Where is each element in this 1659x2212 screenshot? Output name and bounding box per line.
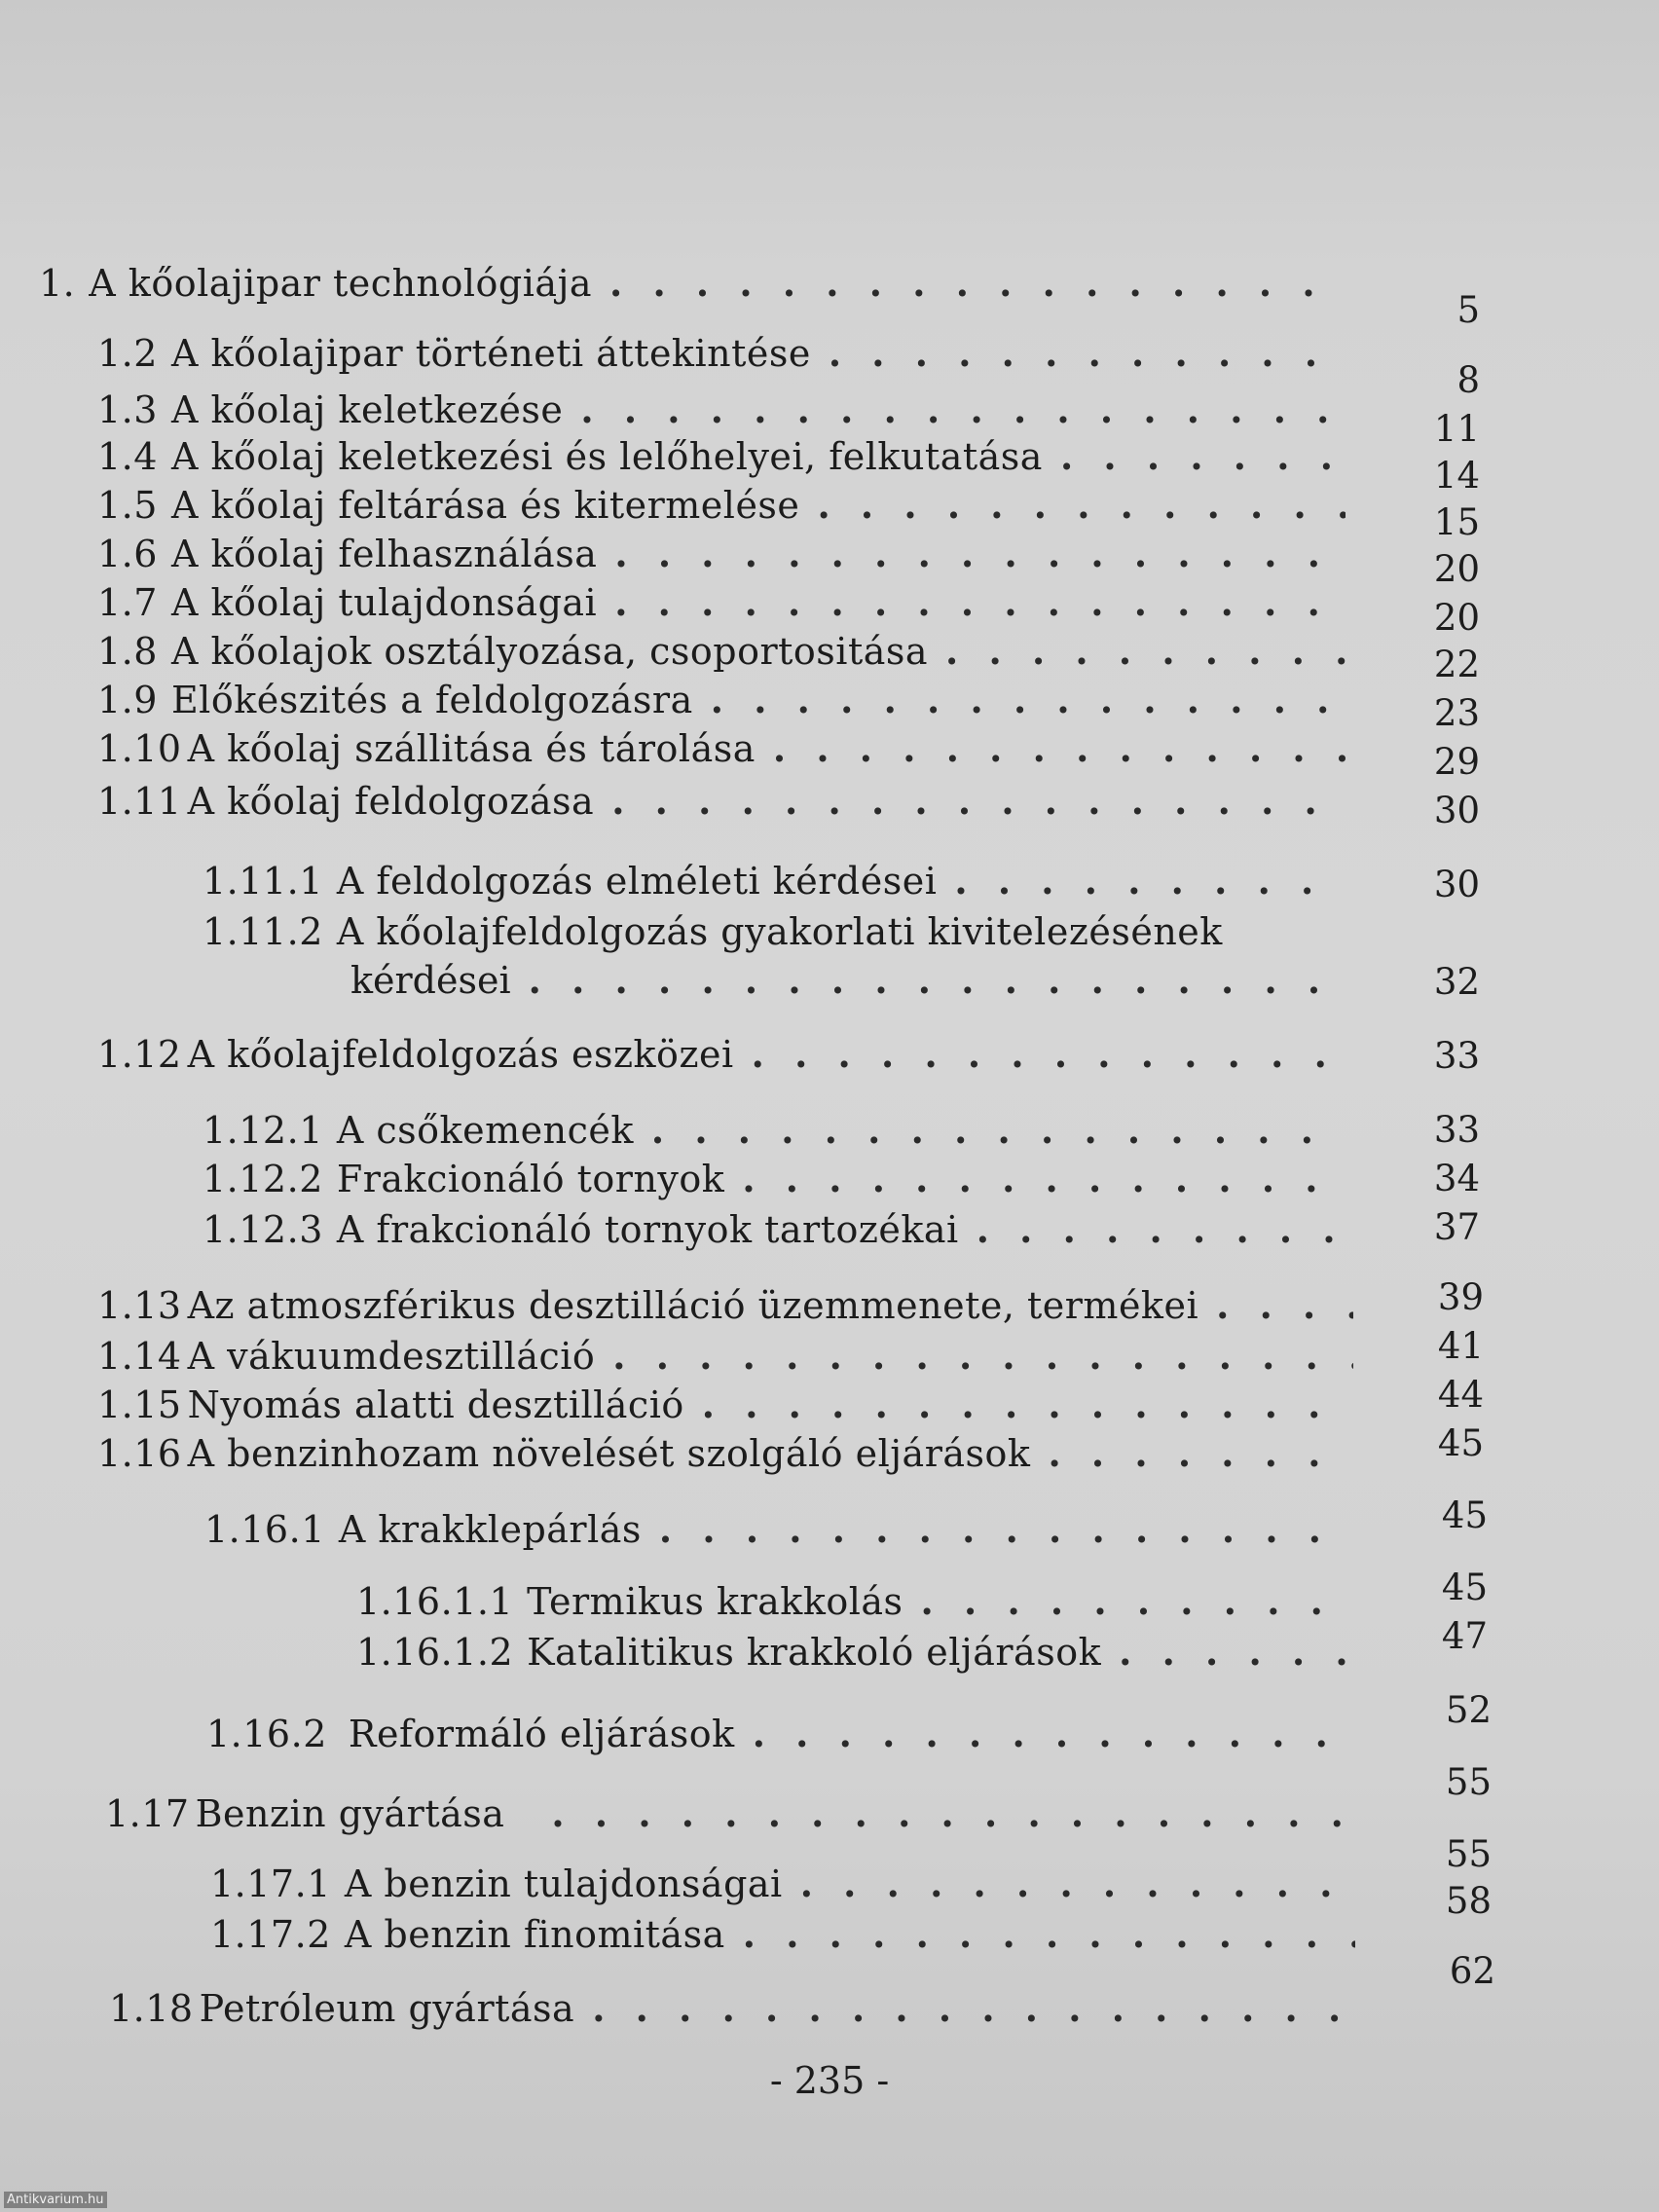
dot-leader — [1060, 434, 1346, 479]
toc-page-number: 58 — [1445, 1880, 1492, 1922]
dot-leader — [611, 779, 1346, 824]
toc-title: Előkészités a feldolgozásra — [170, 679, 693, 721]
toc-number: 1.7 — [97, 581, 158, 624]
toc-entry-1-11-2 — [203, 909, 1355, 954]
toc-entry-1-16-2 — [206, 1712, 1365, 1756]
toc-number: 1.6 — [97, 533, 158, 575]
toc-entry-1-16-1 — [204, 1507, 1363, 1552]
toc-title: A benzin tulajdonságai — [344, 1862, 783, 1905]
toc-page-number: 39 — [1437, 1276, 1484, 1318]
toc-title: A kőolaj felhasználása — [170, 533, 598, 575]
toc-number: 1.12.2 — [203, 1158, 323, 1200]
toc-title: Az atmoszférikus desztilláció üzemmenete, termékei — [187, 1284, 1199, 1327]
toc-title: A kőolaj feltárása és kitermelése — [170, 484, 800, 527]
toc-page-number: 45 — [1437, 1422, 1484, 1464]
toc-title: A csőkemencék — [336, 1109, 634, 1152]
toc-entry-1-11 — [97, 779, 1355, 824]
toc-title: A feldolgozás elméleti kérdései — [336, 860, 938, 903]
dot-leader — [829, 331, 1346, 376]
toc-number: 1. — [39, 262, 76, 305]
toc-number: 1.16 — [97, 1432, 182, 1475]
toc-page-number: 30 — [1433, 790, 1480, 831]
toc-entry-1-11-2-continuation — [350, 958, 1355, 1003]
toc-entry-1-10 — [97, 726, 1355, 771]
toc-number: 1.11.1 — [203, 860, 323, 903]
toc-page-number: 55 — [1445, 1833, 1492, 1875]
dot-leader — [711, 678, 1346, 722]
toc-title: A benzin finomitása — [344, 1913, 725, 1956]
toc-title: A kőolaj keletkezése — [170, 388, 564, 431]
toc-title: Reformáló eljárások — [348, 1713, 735, 1755]
toc-title: A kőolajipar történeti áttekintése — [170, 332, 811, 375]
toc-page-number: 22 — [1433, 644, 1480, 685]
toc-number: 1.17.1 — [210, 1862, 331, 1905]
dot-leader — [702, 1382, 1353, 1427]
toc-number: 1.17.2 — [210, 1913, 331, 1956]
dot-leader — [977, 1207, 1346, 1252]
toc-page-number: 15 — [1433, 501, 1480, 543]
toc-title: Katalitikus krakkoló eljárások — [527, 1631, 1102, 1674]
toc-page-number: 45 — [1441, 1494, 1488, 1536]
toc-number: 1.15 — [97, 1383, 182, 1426]
watermark: Antikvarium.hu — [4, 2192, 107, 2208]
toc-entry-1-5 — [97, 483, 1355, 528]
toc-title: Frakcionáló tornyok — [336, 1158, 725, 1200]
toc-entry-1-12-2 — [203, 1157, 1355, 1201]
toc-page-number: 5 — [1456, 289, 1480, 331]
toc-page-number: 47 — [1441, 1615, 1488, 1657]
toc-title: A kőolaj keletkezési és lelőhelyei, felkutatása — [170, 435, 1043, 478]
dot-leader — [614, 532, 1346, 576]
dot-leader — [742, 1157, 1346, 1201]
toc-number: 1.12.1 — [203, 1109, 323, 1152]
toc-number: 1.10 — [97, 727, 182, 770]
toc-entry-1 — [39, 261, 1355, 306]
toc-number: 1.17 — [105, 1792, 190, 1835]
toc-page-number: 8 — [1456, 359, 1480, 401]
toc-page-number: 11 — [1433, 408, 1480, 450]
toc-number: 1.12 — [97, 1033, 182, 1076]
toc-title: A kőolajfeldolgozás eszközei — [187, 1033, 734, 1076]
toc-number: 1.13 — [97, 1284, 182, 1327]
toc-number: 1.8 — [97, 630, 158, 673]
toc-number: 1.16.1.2 — [356, 1631, 514, 1674]
dot-leader — [659, 1507, 1353, 1552]
toc-title: Nyomás alatti desztilláció — [187, 1383, 684, 1426]
footer-page-number: - 235 - — [769, 2059, 890, 2102]
toc-page-number: 37 — [1433, 1206, 1480, 1248]
toc-title: A vákuumdesztilláció — [187, 1335, 596, 1378]
toc-entry-1-7 — [97, 580, 1355, 625]
toc-entry-1-17-2 — [210, 1912, 1365, 1957]
toc-number: 1.5 — [97, 484, 158, 527]
dot-leader — [954, 859, 1346, 903]
toc-title: A frakcionáló tornyok tartozékai — [336, 1208, 959, 1251]
toc-entry-1-9 — [97, 678, 1355, 722]
toc-entry-1-11-1 — [203, 859, 1355, 903]
toc-title: A kőolajok osztályozása, csoportositása — [170, 630, 929, 673]
toc-title: A kőolaj feldolgozása — [187, 780, 595, 823]
toc-number: 1.16.1.1 — [356, 1580, 514, 1623]
toc-entry-1-15 — [97, 1382, 1363, 1427]
toc-title: Petróleum gyártása — [199, 1987, 575, 2030]
toc-title: A kőolajipar technológiája — [89, 262, 593, 305]
toc-page-number: 34 — [1433, 1158, 1480, 1199]
toc-page-number: 32 — [1433, 961, 1480, 1003]
toc-page-number: 23 — [1433, 692, 1480, 734]
toc-number: 1.3 — [97, 388, 158, 431]
toc-entry-1-16 — [97, 1431, 1363, 1476]
toc-title: A kőolajfeldolgozás gyakorlati kivitelezésének — [336, 910, 1223, 953]
toc-entry-1-18 — [109, 1986, 1365, 2031]
dot-leader — [614, 580, 1346, 625]
toc-title: A kőolaj szállitása és tárolása — [187, 727, 756, 770]
toc-page-number: 30 — [1433, 864, 1480, 905]
toc-page-number: 45 — [1441, 1567, 1488, 1608]
toc-entry-1-2 — [97, 331, 1355, 376]
dot-leader — [1119, 1630, 1353, 1675]
toc-page-number: 52 — [1445, 1689, 1492, 1731]
toc-entry-1-13 — [97, 1283, 1363, 1328]
dot-leader — [612, 1334, 1353, 1379]
toc-page-number: 44 — [1437, 1374, 1484, 1416]
toc-number: 1.12.3 — [203, 1208, 323, 1251]
toc-number: 1.9 — [97, 679, 158, 721]
toc-page-number: 41 — [1437, 1325, 1484, 1367]
toc-number: 1.11 — [97, 780, 182, 823]
dot-leader — [752, 1032, 1346, 1077]
dot-leader — [743, 1912, 1355, 1957]
toc-number: 1.18 — [109, 1987, 194, 2030]
toc-number: 1.14 — [97, 1335, 182, 1378]
toc-entry-1-17-1 — [210, 1862, 1365, 1906]
toc-page-number: 29 — [1433, 741, 1480, 783]
dot-leader — [773, 726, 1346, 771]
toc-page-number: 33 — [1433, 1109, 1480, 1151]
dot-leader — [580, 387, 1346, 432]
toc-title: A benzinhozam növelését szolgáló eljárások — [187, 1432, 1031, 1475]
toc-title: A krakklepárlás — [338, 1508, 642, 1551]
toc-entry-1-14 — [97, 1334, 1363, 1379]
toc-entry-1-6 — [97, 532, 1355, 576]
dot-leader — [651, 1108, 1346, 1153]
toc-number: 1.4 — [97, 435, 158, 478]
toc-number: 1.16.2 — [206, 1713, 327, 1755]
toc-title: A kőolaj tulajdonságai — [170, 581, 598, 624]
toc-entry-1-16-1-2 — [356, 1630, 1363, 1675]
dot-leader — [800, 1862, 1355, 1906]
dot-leader — [609, 261, 1346, 306]
toc-title: Benzin gyártása — [195, 1792, 505, 1835]
toc-entry-1-16-1-1 — [356, 1579, 1363, 1624]
toc-entry-1-4 — [97, 434, 1355, 479]
dot-leader — [529, 958, 1346, 1003]
toc-title-continuation: kérdései — [350, 959, 511, 1002]
toc-entry-1-8 — [97, 629, 1355, 674]
toc-page-number: 33 — [1433, 1035, 1480, 1077]
dot-leader — [592, 1986, 1355, 2031]
toc-page-number: 20 — [1433, 548, 1480, 590]
toc-entry-1-12-3 — [203, 1207, 1355, 1252]
toc-number: 1.11.2 — [203, 910, 323, 953]
toc-title: Termikus krakkolás — [527, 1580, 903, 1623]
toc-page-number: 14 — [1433, 455, 1480, 497]
toc-page-number: 20 — [1433, 597, 1480, 639]
toc-entry-1-17 — [105, 1791, 1365, 1836]
dot-leader — [753, 1712, 1355, 1756]
toc-entry-1-12 — [97, 1032, 1355, 1077]
dot-leader — [551, 1791, 1355, 1836]
dot-leader — [817, 483, 1346, 528]
dot-leader — [1216, 1283, 1353, 1328]
toc-number: 1.2 — [97, 332, 158, 375]
toc-page-number: 62 — [1449, 1950, 1495, 1992]
toc-page-number: 55 — [1445, 1761, 1492, 1803]
dot-leader — [1048, 1431, 1353, 1476]
dot-leader — [945, 629, 1346, 674]
toc-entry-1-12-1 — [203, 1108, 1355, 1153]
toc-entry-1-3 — [97, 387, 1355, 432]
toc-number: 1.16.1 — [204, 1508, 325, 1551]
dot-leader — [921, 1579, 1353, 1624]
